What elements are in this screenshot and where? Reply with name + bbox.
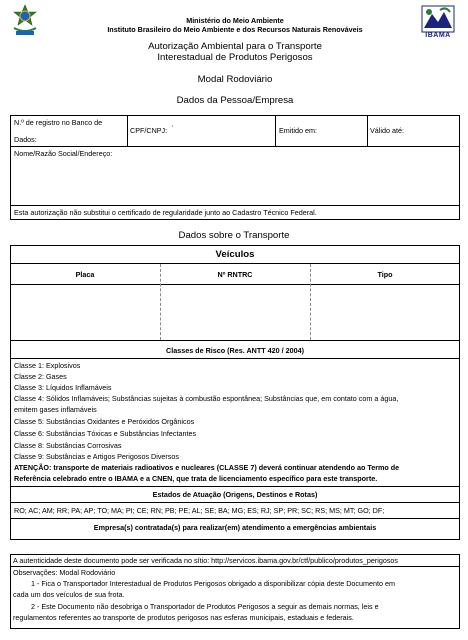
valid-until-label: Válido até: [370, 126, 404, 135]
authenticity-notice: A autenticidade deste documento pode ser verificada no sítio: http://servicos.ibama.gov.br/ctf/publico/produtos_perigosos [13, 556, 399, 565]
emergency-companies-title: Empresa(s) contratada(s) para realizar(em) atendimento a emergências ambientais [93, 523, 377, 532]
brazil-coat-of-arms-logo [10, 4, 40, 38]
modal-title: Modal Rodoviário [197, 74, 273, 85]
radioactive-warning-line1: ATENÇÃO: transporte de materiais radioativos e nucleares (CLASSE 7) deverá continuar atendendo ao Termo de [14, 463, 400, 472]
cpf-cnpj-value: ' [172, 126, 174, 132]
risk-class-2: Classe 2: Gases [14, 372, 67, 381]
ministry-name: Ministério do Meio Ambiente [186, 16, 284, 25]
observation-2-line2: regulamentos referentes ao transporte de produtos perigosos nas esferas municipais, estaduais e federais. [13, 613, 354, 622]
col-rntrc-header: Nº RNTRC [217, 270, 253, 279]
document-title-line1: Autorização Ambiental para o Transporte [148, 41, 322, 52]
col-plate-header: Placa [75, 270, 95, 279]
risk-class-1: Classe 1: Explosivos [14, 361, 81, 370]
institute-name: Instituto Brasileiro do Meio Ambiente e dos Recursos Naturais Renováveis [107, 25, 363, 34]
risk-class-3: Classe 3: Líquidos Inflamáveis [14, 383, 112, 392]
ibama-logo-text: IBAMA [425, 32, 451, 39]
states-title: Estados de Atuação (Origens, Destinos e Rotas) [152, 490, 318, 499]
observation-2-line1: 2 - Este Documento não desobriga o Transportador de Produtos Perigosos a seguir as demais normas, leis e [31, 602, 379, 611]
risk-class-4-cont: emitem gases inflamáveis [14, 405, 97, 414]
transport-section-title: Dados sobre o Transporte [178, 230, 290, 241]
issued-label: Emitido em: [279, 126, 317, 135]
risk-classes-title: Classes de Risco (Res. ANTT 420 / 2004) [166, 346, 304, 355]
vehicles-title: Veículos [215, 249, 255, 260]
observations-title: Observações: Modal Rodoviário [13, 568, 116, 577]
cpf-cnpj-label: CPF/CNPJ: [130, 126, 168, 135]
ibama-logo [420, 4, 456, 44]
risk-class-5: Classe 5: Substâncias Oxidantes e Peróxidos Orgânicos [14, 417, 195, 426]
risk-class-8: Classe 8: Substâncias Corrosivas [14, 441, 122, 450]
risk-class-9: Classe 9: Substâncias e Artigos Perigosos Diversos [14, 452, 179, 461]
col-type-header: Tipo [377, 270, 393, 279]
registry-label-line1: N.º de registro no Banco de [14, 118, 103, 127]
risk-class-4: Classe 4: Sólidos Inflamáveis; Substâncias sujeitas à combustão espontânea; Substâncias que, em contato com a água, [14, 394, 399, 403]
radioactive-warning-line2: Referência celebrado entre o IBAMA e a CNEN, que trata de licenciamento específico para este transporte. [14, 474, 378, 483]
registry-label-line2: Dados: [14, 135, 37, 144]
name-address-label: Nome/Razão Social/Endereço: [14, 149, 113, 158]
regularity-disclaimer: Esta autorização não substitui o certificado de regularidade junto ao Cadastro Técnico Federal. [14, 208, 317, 217]
section-person-title: Dados da Pessoa/Empresa [176, 95, 294, 106]
document-title-line2: Interestadual de Produtos Perigosos [157, 52, 313, 63]
observation-1-line2: cada um dos veículos de sua frota. [13, 590, 125, 599]
observation-1-line1: 1 - Fica o Transportador Interestadual de Produtos Perigosos obrigado a disponibilizar cópia deste Documento em [31, 579, 395, 588]
states-list: RO; AC; AM; RR; PA; AP; TO; MA; PI; CE; RN; PB; PE; AL; SE; BA; MG; ES; RJ; SP; PR; SC; RS; MS; MT; GO; DF; [14, 506, 385, 515]
risk-class-6: Classe 6: Substâncias Tóxicas e Substâncias Infectantes [14, 429, 197, 438]
